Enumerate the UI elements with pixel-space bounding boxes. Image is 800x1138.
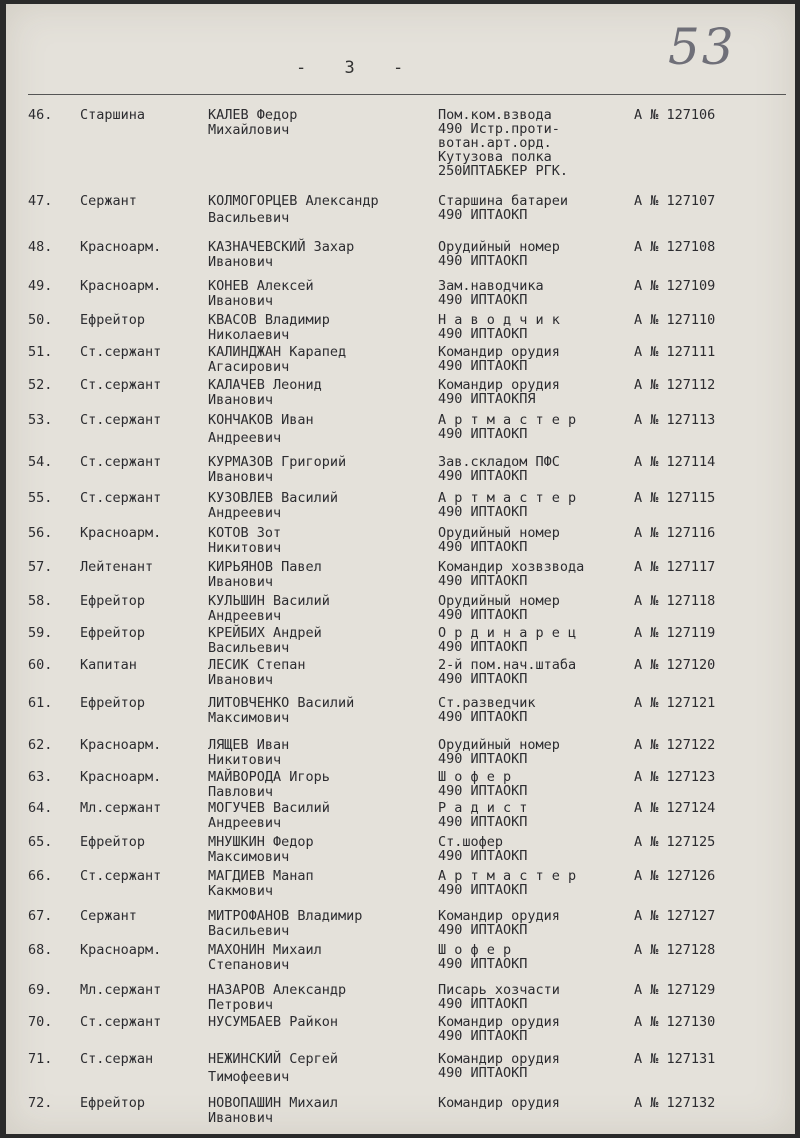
patronymic: Васильевич xyxy=(208,923,290,939)
award-number: А № 127131 xyxy=(634,1051,716,1067)
position xyxy=(438,455,638,483)
award-number: А № 127115 xyxy=(634,490,716,506)
position-line: 490 ИПТАОКП xyxy=(438,253,528,269)
position-line: 490 ИПТАОКПЯ xyxy=(438,391,536,407)
rank: Красноарм. xyxy=(80,239,162,255)
position-line: 490 ИПТАОКП xyxy=(438,504,528,520)
position-line: Писарь хозчасти xyxy=(438,982,560,998)
award-number: А № 127111 xyxy=(634,344,716,360)
rank: Ефрейтор xyxy=(80,593,146,609)
rank: Красноарм. xyxy=(80,525,162,541)
position-line: Командир орудия xyxy=(438,344,560,360)
award-number: А № 127130 xyxy=(634,1014,716,1030)
patronymic: Иванович xyxy=(208,293,274,309)
page-header: - 3 - xyxy=(296,58,418,78)
rank: Красноарм. xyxy=(80,769,162,785)
position-line: А р т м а с т е р xyxy=(438,868,577,884)
row-number: 53. xyxy=(28,412,53,428)
position-line: Ш о ф е р xyxy=(438,942,512,958)
position-line: А р т м а с т е р xyxy=(438,490,577,506)
position-line: 490 ИПТАОКП xyxy=(438,292,528,308)
row-number: 64. xyxy=(28,800,53,816)
rank: Ефрейтор xyxy=(80,625,146,641)
row-number: 50. xyxy=(28,312,53,328)
row-number: 67. xyxy=(28,908,53,924)
position xyxy=(438,240,638,268)
award-number: А № 127122 xyxy=(634,737,716,753)
position-line: 490 ИПТАОКП xyxy=(438,922,528,938)
position-line: Командир орудия xyxy=(438,908,560,924)
row-number: 55. xyxy=(28,490,53,506)
award-number: А № 127127 xyxy=(634,908,716,924)
position-line: Пом.ком.взвода xyxy=(438,107,552,123)
position-line: Орудийный номер xyxy=(438,525,560,541)
position-line: Командир орудия xyxy=(438,1051,560,1067)
award-number: А № 127107 xyxy=(634,193,716,209)
position-line: 490 ИПТАОКП xyxy=(438,468,528,484)
rank: Ефрейтор xyxy=(80,834,146,850)
award-number: А № 127120 xyxy=(634,657,716,673)
position-line: Н а в о д ч и к xyxy=(438,312,560,328)
position xyxy=(438,526,638,554)
position-line: А р т м а с т е р xyxy=(438,412,577,428)
patronymic: Степанович xyxy=(208,957,290,973)
award-number: А № 127119 xyxy=(634,625,716,641)
surname-name: КИРЬЯНОВ Павел xyxy=(208,559,322,575)
header-divider xyxy=(28,94,786,95)
position xyxy=(438,696,638,724)
patronymic: Никитович xyxy=(208,540,282,556)
surname-name: КАЗНАЧЕВСКИЙ Захар xyxy=(208,239,355,255)
position-line: Орудийный номер xyxy=(438,593,560,609)
rank: Ефрейтор xyxy=(80,1095,146,1111)
patronymic: Павлович xyxy=(208,784,274,800)
rank: Ст.сержант xyxy=(80,377,162,393)
patronymic: Васильевич xyxy=(208,210,290,226)
rank: Ефрейтор xyxy=(80,312,146,328)
row-number: 62. xyxy=(28,737,53,753)
position-line: Старшина батареи xyxy=(438,193,569,209)
position xyxy=(438,909,638,937)
rank: Мл.сержант xyxy=(80,982,162,998)
patronymic: Максимович xyxy=(208,849,290,865)
position-line: 490 Истр.проти- xyxy=(438,121,560,137)
award-number: А № 127116 xyxy=(634,525,716,541)
surname-name: НАЗАРОВ Александр xyxy=(208,982,347,998)
rank: Ст.сержант xyxy=(80,412,162,428)
award-number: А № 127118 xyxy=(634,593,716,609)
position xyxy=(438,313,638,341)
award-number: А № 127123 xyxy=(634,769,716,785)
award-number: А № 127114 xyxy=(634,454,716,470)
patronymic: Иванович xyxy=(208,672,274,688)
position-line: 490 ИПТАОКП xyxy=(438,956,528,972)
row-number: 71. xyxy=(28,1051,53,1067)
position xyxy=(438,1052,638,1080)
position xyxy=(438,626,638,654)
row-number: 68. xyxy=(28,942,53,958)
position-line: 490 ИПТАОКП xyxy=(438,426,528,442)
patronymic: Андреевич xyxy=(208,430,282,446)
position-line: 490 ИПТАОКП xyxy=(438,326,528,342)
row-number: 56. xyxy=(28,525,53,541)
position-line: 490 ИПТАОКП xyxy=(438,709,528,725)
row-number: 66. xyxy=(28,868,53,884)
position-line: Командир орудия xyxy=(438,377,560,393)
surname-name: МНУШКИН Федор xyxy=(208,834,314,850)
patronymic: Иванович xyxy=(208,469,274,485)
rank: Ефрейтор xyxy=(80,695,146,711)
position-line: Ст.разведчик xyxy=(438,695,536,711)
patronymic: Максимович xyxy=(208,710,290,726)
rank: Сержант xyxy=(80,193,137,209)
row-number: 65. xyxy=(28,834,53,850)
document-page xyxy=(6,4,795,1134)
surname-name: МОГУЧЕВ Василий xyxy=(208,800,330,816)
surname-name: КУЗОВЛЕВ Василий xyxy=(208,490,339,506)
rank: Капитан xyxy=(80,657,137,673)
position xyxy=(438,345,638,373)
patronymic: Андреевич xyxy=(208,815,282,831)
position-line: Кутузова полка xyxy=(438,149,552,165)
position-line: 490 ИПТАОКП xyxy=(438,996,528,1012)
position xyxy=(438,560,638,588)
rank: Красноарм. xyxy=(80,278,162,294)
position-line: 490 ИПТАОКП xyxy=(438,882,528,898)
surname-name: МАЙВОРОДА Игорь xyxy=(208,769,330,785)
position-line: 490 ИПТАОКП xyxy=(438,783,528,799)
position xyxy=(438,770,638,798)
position-line: 490 ИПТАОКП xyxy=(438,1028,528,1044)
row-number: 49. xyxy=(28,278,53,294)
patronymic: Петрович xyxy=(208,997,274,1013)
position xyxy=(438,279,638,307)
position-line: 490 ИПТАОКП xyxy=(438,358,528,374)
row-number: 51. xyxy=(28,344,53,360)
position-line: 490 ИПТАОКП xyxy=(438,1065,528,1081)
patronymic: Иванович xyxy=(208,392,274,408)
position-line: 490 ИПТАОКП xyxy=(438,539,528,555)
patronymic: Какмович xyxy=(208,883,274,899)
surname-name: НЕЖИНСКИЙ Сергей xyxy=(208,1051,339,1067)
surname-name: КУЛЬШИН Василий xyxy=(208,593,330,609)
position-line: 490 ИПТАОКП xyxy=(438,573,528,589)
position xyxy=(438,108,638,178)
position-line: 250ИПТАБКЕР РГК. xyxy=(438,163,569,179)
rank: Лейтенант xyxy=(80,559,154,575)
row-number: 59. xyxy=(28,625,53,641)
row-number: 46. xyxy=(28,107,53,123)
rank: Ст.сержант xyxy=(80,490,162,506)
row-number: 47. xyxy=(28,193,53,209)
position-line: Командир орудия xyxy=(438,1014,560,1030)
row-number: 57. xyxy=(28,559,53,575)
patronymic: Иванович xyxy=(208,574,274,590)
rank: Ст.сержант xyxy=(80,868,162,884)
position xyxy=(438,943,638,971)
surname-name: МАГДИЕВ Манап xyxy=(208,868,314,884)
position-line: Зам.наводчика xyxy=(438,278,544,294)
row-number: 72. xyxy=(28,1095,53,1111)
surname-name: НОВОПАШИН Михаил xyxy=(208,1095,339,1111)
row-number: 60. xyxy=(28,657,53,673)
patronymic: Михайлович xyxy=(208,122,290,138)
award-number: А № 127126 xyxy=(634,868,716,884)
position xyxy=(438,194,638,222)
surname-name: КАЛАЧЕВ Леонид xyxy=(208,377,322,393)
surname-name: КВАСОВ Владимир xyxy=(208,312,330,328)
position-line: вотан.арт.орд. xyxy=(438,135,552,151)
surname-name: НУСУМБАЕВ Райкон xyxy=(208,1014,339,1030)
surname-name: КРЕЙБИХ Андрей xyxy=(208,625,322,641)
surname-name: КОЛМОГОРЦЕВ Александр xyxy=(208,193,379,209)
surname-name: КАЛИНДЖАН Карапед xyxy=(208,344,347,360)
rank: Мл.сержант xyxy=(80,800,162,816)
award-number: А № 127108 xyxy=(634,239,716,255)
row-number: 63. xyxy=(28,769,53,785)
position-line: 490 ИПТАОКП xyxy=(438,671,528,687)
surname-name: МИТРОФАНОВ Владимир xyxy=(208,908,363,924)
position-line: 2-й пом.нач.штаба xyxy=(438,657,577,673)
row-number: 58. xyxy=(28,593,53,609)
surname-name: ЛИТОВЧЕНКО Василий xyxy=(208,695,355,711)
rank: Сержант xyxy=(80,908,137,924)
position-line: Зав.складом ПФС xyxy=(438,454,560,470)
patronymic: Тимофеевич xyxy=(208,1069,290,1085)
surname-name: КОТОВ Зот xyxy=(208,525,282,541)
position xyxy=(438,378,638,406)
position-line: 490 ИПТАОКП xyxy=(438,639,528,655)
position xyxy=(438,835,638,863)
award-number: А № 127106 xyxy=(634,107,716,123)
rank: Ст.сержант xyxy=(80,454,162,470)
position-line: Командир орудия xyxy=(438,1095,560,1111)
row-number: 61. xyxy=(28,695,53,711)
patronymic: Николаевич xyxy=(208,327,290,343)
rank: Красноарм. xyxy=(80,737,162,753)
position-line: О р д и н а р е ц xyxy=(438,625,577,641)
position xyxy=(438,1096,638,1110)
row-number: 70. xyxy=(28,1014,53,1030)
handwritten-page-number: 53 xyxy=(668,18,736,76)
award-number: А № 127125 xyxy=(634,834,716,850)
surname-name: КОНЕВ Алексей xyxy=(208,278,314,294)
patronymic: Андреевич xyxy=(208,505,282,521)
patronymic: Никитович xyxy=(208,752,282,768)
award-number: А № 127121 xyxy=(634,695,716,711)
award-number: А № 127132 xyxy=(634,1095,716,1111)
position xyxy=(438,869,638,897)
award-number: А № 127129 xyxy=(634,982,716,998)
award-number: А № 127117 xyxy=(634,559,716,575)
position xyxy=(438,801,638,829)
row-number: 48. xyxy=(28,239,53,255)
surname-name: ЛЕСИК Степан xyxy=(208,657,306,673)
position-line: 490 ИПТАОКП xyxy=(438,607,528,623)
rank: Ст.сержан xyxy=(80,1051,154,1067)
position-line: Ст.шофер xyxy=(438,834,504,850)
surname-name: КОНЧАКОВ Иван xyxy=(208,412,314,428)
rank: Старшина xyxy=(80,107,146,123)
surname-name: ЛЯЩЕВ Иван xyxy=(208,737,290,753)
row-number: 52. xyxy=(28,377,53,393)
patronymic: Иванович xyxy=(208,1110,274,1126)
award-number: А № 127128 xyxy=(634,942,716,958)
patronymic: Агасирович xyxy=(208,359,290,375)
position-line: Орудийный номер xyxy=(438,239,560,255)
position-line: Командир хозвзвода xyxy=(438,559,585,575)
award-number: А № 127112 xyxy=(634,377,716,393)
position xyxy=(438,594,638,622)
award-number: А № 127113 xyxy=(634,412,716,428)
row-number: 54. xyxy=(28,454,53,470)
surname-name: МАХОНИН Михаил xyxy=(208,942,322,958)
position xyxy=(438,413,638,441)
rank: Ст.сержант xyxy=(80,344,162,360)
row-number: 69. xyxy=(28,982,53,998)
position-line: Ш о ф е р xyxy=(438,769,512,785)
position xyxy=(438,983,638,1011)
position-line: Р а д и с т xyxy=(438,800,528,816)
patronymic: Васильевич xyxy=(208,640,290,656)
position xyxy=(438,658,638,686)
award-number: А № 127110 xyxy=(634,312,716,328)
position xyxy=(438,491,638,519)
position-line: 490 ИПТАОКП xyxy=(438,751,528,767)
patronymic: Иванович xyxy=(208,254,274,270)
position-line: Орудийный номер xyxy=(438,737,560,753)
position-line: 490 ИПТАОКП xyxy=(438,814,528,830)
position-line: 490 ИПТАОКП xyxy=(438,207,528,223)
rank: Красноарм. xyxy=(80,942,162,958)
position xyxy=(438,738,638,766)
award-number: А № 127109 xyxy=(634,278,716,294)
rank: Ст.сержант xyxy=(80,1014,162,1030)
position xyxy=(438,1015,638,1043)
patronymic: Андреевич xyxy=(208,608,282,624)
award-number: А № 127124 xyxy=(634,800,716,816)
surname-name: КУРМАЗОВ Григорий xyxy=(208,454,347,470)
surname-name: КАЛЕВ Федор xyxy=(208,107,298,123)
position-line: 490 ИПТАОКП xyxy=(438,848,528,864)
